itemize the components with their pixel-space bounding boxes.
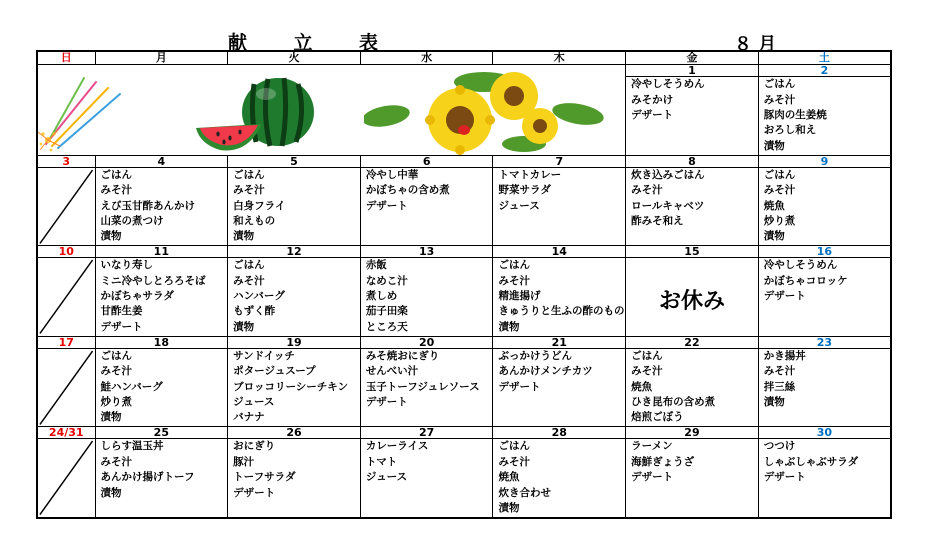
menu-cell	[626, 167, 759, 245]
date-number: 22	[626, 336, 759, 348]
holiday-label: お休み	[658, 289, 725, 315]
menu-item: サンドイッチ	[233, 349, 295, 362]
menu-item: おろし和え	[763, 124, 817, 137]
menu-row	[37, 258, 891, 336]
menu-list	[626, 439, 758, 485]
weekday-header: 月	[95, 51, 228, 65]
watermelon-clipart	[192, 72, 324, 156]
menu-cell	[758, 439, 891, 518]
menu-cell	[758, 348, 891, 426]
date-number: 17	[37, 336, 95, 348]
weekday-header: 木	[493, 51, 626, 65]
menu-item: みそ汁	[233, 184, 265, 197]
menu-list	[759, 439, 890, 485]
menu-cell	[228, 439, 361, 518]
date-number: 28	[493, 427, 626, 439]
menu-item: 漬物	[498, 320, 520, 333]
date-number: 2	[758, 65, 891, 77]
menu-item: 玉子トーフジュレソース	[365, 380, 480, 393]
menu-item: つつけ	[763, 440, 796, 453]
weekday-header: 火	[228, 51, 361, 65]
menu-cell	[626, 77, 759, 155]
menu-item: ポタージュスープ	[233, 365, 316, 378]
menu-item: 豚汁	[233, 455, 255, 468]
menu-item: なめこ汁	[365, 274, 408, 287]
menu-item: 鮭ハンバーグ	[100, 380, 163, 393]
menu-item: ぶっかけうどん	[498, 349, 572, 362]
menu-item: しゃぶしゃぶサラダ	[763, 455, 859, 468]
date-number: 21	[493, 336, 626, 348]
menu-item: 漬物	[233, 320, 255, 333]
menu-item: かぼちゃの含め煮	[365, 184, 450, 197]
menu-cell	[95, 348, 228, 426]
menu-item: 焼魚	[498, 471, 520, 484]
date-number: 14	[493, 246, 626, 258]
menu-item: ジュース	[365, 471, 408, 484]
date-number: 19	[228, 336, 361, 348]
menu-row	[37, 348, 891, 426]
menu-item: ひき昆布の含め煮	[631, 396, 716, 409]
menu-item: 漬物	[763, 139, 785, 152]
menu-list	[96, 349, 228, 426]
menu-cell	[228, 258, 361, 336]
menu-item: みそ汁	[498, 274, 530, 287]
menu-item: 拌三絲	[763, 380, 796, 393]
date-row	[37, 246, 891, 258]
menu-item: 和えもの	[233, 214, 276, 227]
menu-item: デザート	[631, 108, 674, 121]
menu-item: ところ天	[365, 320, 408, 333]
menu-cell	[626, 348, 759, 426]
menu-list	[361, 439, 493, 485]
date-number: 6	[360, 155, 493, 167]
diagonal-slash	[38, 168, 95, 245]
menu-item: 炊き込みごはん	[631, 168, 705, 181]
menu-item: かき揚丼	[763, 349, 806, 362]
date-number: 1	[626, 65, 759, 77]
menu-item: バナナ	[233, 411, 265, 424]
menu-item: 炒り煮	[763, 214, 796, 227]
menu-item: 甘酢生姜	[100, 305, 143, 318]
date-number: 8	[626, 155, 759, 167]
menu-item: デザート	[365, 396, 408, 409]
menu-item: ジュース	[498, 199, 540, 212]
date-number: 3	[37, 155, 95, 167]
menu-item: ごはん	[498, 259, 530, 272]
menu-item: ごはん	[100, 168, 132, 181]
menu-item: トマト	[365, 455, 398, 468]
menu-item: トマトカレー	[498, 168, 562, 181]
menu-item: かぼちゃサラダ	[100, 290, 174, 303]
menu-item: ごはん	[100, 349, 132, 362]
menu-cell	[493, 348, 626, 426]
date-number: 16	[758, 246, 891, 258]
menu-cell	[758, 258, 891, 336]
menu-list	[759, 77, 890, 154]
menu-item: おにぎり	[233, 440, 276, 453]
menu-list	[361, 349, 493, 411]
date-number: 12	[228, 246, 361, 258]
sunday-closed-cell	[37, 258, 95, 336]
menu-item: 海鮮ぎょうざ	[631, 455, 695, 468]
menu-list	[493, 439, 625, 516]
menu-item: 白身フライ	[233, 199, 286, 212]
menu-cell	[758, 167, 891, 245]
menu-item: ごはん	[498, 440, 530, 453]
date-number: 7	[493, 155, 626, 167]
menu-item: ハンバーグ	[233, 290, 285, 303]
menu-item: 炒り煮	[100, 396, 132, 409]
menu-list	[626, 349, 758, 426]
menu-list	[759, 258, 890, 304]
menu-item: 炊き合わせ	[498, 486, 551, 499]
menu-list	[759, 168, 890, 245]
date-row	[37, 155, 891, 167]
menu-cell	[493, 258, 626, 336]
menu-item: みそ汁	[100, 365, 132, 378]
menu-item: 豚肉の生姜焼	[763, 108, 827, 121]
menu-item: 漬物	[763, 230, 785, 243]
menu-item: 赤飯	[365, 259, 387, 272]
menu-item: 山菜の煮つけ	[100, 214, 164, 227]
date-number: 10	[37, 246, 95, 258]
menu-item: みそ汁	[763, 93, 796, 106]
date-number: 11	[95, 246, 228, 258]
sunflower-clipart	[364, 70, 610, 156]
menu-list	[493, 168, 625, 214]
menu-item: カレーライス	[365, 440, 429, 453]
menu-item: 焙煎ごぼう	[631, 411, 684, 424]
menu-cell	[95, 258, 228, 336]
menu-item: 野菜サラダ	[498, 184, 551, 197]
menu-item: あんかけ揚げトーフ	[100, 471, 195, 484]
menu-cell	[493, 439, 626, 518]
menu-item: ごはん	[233, 259, 265, 272]
menu-list	[759, 349, 890, 411]
menu-item: みそ汁	[100, 184, 132, 197]
weekday-header: 金	[626, 51, 759, 65]
menu-item: みそかけ	[631, 93, 674, 106]
sunday-closed-cell	[37, 348, 95, 426]
menu-cell	[360, 439, 493, 518]
date-number: 18	[95, 336, 228, 348]
menu-list	[361, 168, 493, 214]
menu-item: 茄子田楽	[365, 305, 408, 318]
menu-item: しらす温玉丼	[100, 440, 164, 453]
menu-item: ごはん	[763, 78, 796, 91]
menu-list	[493, 349, 625, 395]
date-row	[37, 336, 891, 348]
menu-item: トーフサラダ	[233, 471, 296, 484]
title-char: 献	[228, 32, 248, 54]
date-number: 13	[360, 246, 493, 258]
menu-item: デザート	[100, 320, 143, 333]
menu-item: ジュース	[233, 396, 275, 409]
weekday-header: 水	[360, 51, 493, 65]
sunday-closed-cell	[37, 439, 95, 518]
menu-item: 酢みそ和え	[631, 214, 684, 227]
menu-list	[228, 258, 360, 335]
menu-item: ブロッコリーシーチキン	[233, 380, 349, 393]
weekday-header: 土	[758, 51, 891, 65]
menu-row	[37, 439, 891, 518]
menu-item: 冷やし中華	[365, 168, 419, 181]
date-number: 30	[758, 427, 891, 439]
menu-item: かぼちゃコロッケ	[763, 274, 848, 287]
date-number: 9	[758, 155, 891, 167]
date-number: 4	[95, 155, 228, 167]
date-number: 5	[228, 155, 361, 167]
menu-cell	[95, 167, 228, 245]
menu-cell	[360, 348, 493, 426]
menu-item: 冷やしそうめん	[631, 78, 705, 91]
date-row	[37, 427, 891, 439]
menu-item: みそ汁	[763, 184, 796, 197]
date-number: 26	[228, 427, 361, 439]
menu-item: デザート	[365, 199, 408, 212]
menu-item: ロールキャベツ	[631, 199, 705, 212]
menu-list	[361, 258, 493, 335]
menu-item: 漬物	[100, 486, 122, 499]
date-number: 24/31	[37, 427, 95, 439]
title-char: 表	[358, 32, 378, 54]
menu-cell	[360, 167, 493, 245]
menu-item: せんべい汁	[365, 365, 419, 378]
menu-item: 漬物	[233, 230, 255, 243]
sparkler-clipart	[38, 70, 128, 154]
menu-cell	[95, 439, 228, 518]
menu-list	[96, 168, 228, 245]
menu-cell	[626, 439, 759, 518]
menu-cell	[758, 77, 891, 155]
menu-item: ごはん	[233, 168, 265, 181]
menu-row	[37, 167, 891, 245]
weekday-header: 日	[37, 51, 95, 65]
menu-item: 焼魚	[763, 199, 785, 212]
menu-item: えび玉甘酢あんかけ	[100, 199, 195, 212]
menu-item: 漬物	[100, 411, 122, 424]
title-char: 立	[293, 32, 313, 54]
menu-item: もずく酢	[233, 305, 276, 318]
menu-item: ミニ冷やしとろろそば	[100, 274, 206, 287]
menu-item: ごはん	[631, 349, 663, 362]
menu-item: みそ汁	[763, 365, 796, 378]
date-number: 20	[360, 336, 493, 348]
menu-item: デザート	[763, 290, 806, 303]
month-label: ８ 月	[734, 34, 777, 55]
menu-list	[228, 349, 360, 426]
menu-cell	[228, 348, 361, 426]
menu-item: デザート	[763, 471, 806, 484]
menu-list	[626, 77, 758, 123]
date-number: 27	[360, 427, 493, 439]
menu-list	[493, 258, 625, 335]
menu-cell	[493, 167, 626, 245]
menu-cell	[360, 258, 493, 336]
menu-item: みそ焼おにぎり	[365, 349, 440, 362]
menu-item: みそ汁	[631, 365, 663, 378]
date-number: 23	[758, 336, 891, 348]
menu-list	[96, 258, 228, 335]
menu-list	[626, 168, 758, 230]
menu-cell	[228, 167, 361, 245]
date-number: 29	[626, 427, 759, 439]
menu-item: みそ汁	[233, 274, 265, 287]
menu-item: デザート	[498, 380, 541, 393]
date-number: 15	[626, 246, 759, 258]
menu-item: 漬物	[763, 396, 785, 409]
diagonal-slash	[38, 258, 95, 335]
diagonal-slash	[38, 349, 95, 426]
menu-item: デザート	[233, 486, 276, 499]
menu-item: みそ汁	[498, 455, 530, 468]
menu-item: いなり寿し	[100, 259, 153, 272]
page-title	[228, 28, 378, 54]
menu-item: ごはん	[763, 168, 796, 181]
menu-item: 精進揚げ	[498, 290, 541, 303]
menu-item: みそ汁	[631, 184, 663, 197]
menu-item: 漬物	[100, 230, 122, 243]
menu-list	[96, 439, 228, 501]
menu-item: みそ汁	[100, 455, 132, 468]
menu-item: 漬物	[498, 501, 520, 514]
weekday-header-row	[37, 51, 891, 65]
date-number: 25	[95, 427, 228, 439]
menu-list	[228, 439, 360, 501]
sunday-closed-cell	[37, 167, 95, 245]
menu-item: きゅうりと生ふの酢のもの	[498, 305, 625, 318]
menu-list	[228, 168, 360, 245]
menu-item: 焼魚	[631, 380, 653, 393]
menu-item: あんかけメンチカツ	[498, 365, 593, 378]
menu-item: 冷やしそうめん	[763, 259, 838, 272]
menu-item: 煮しめ	[365, 290, 398, 303]
menu-item: デザート	[631, 471, 674, 484]
menu-cell	[626, 258, 759, 336]
diagonal-slash	[38, 439, 95, 517]
menu-item: ラーメン	[631, 440, 673, 453]
